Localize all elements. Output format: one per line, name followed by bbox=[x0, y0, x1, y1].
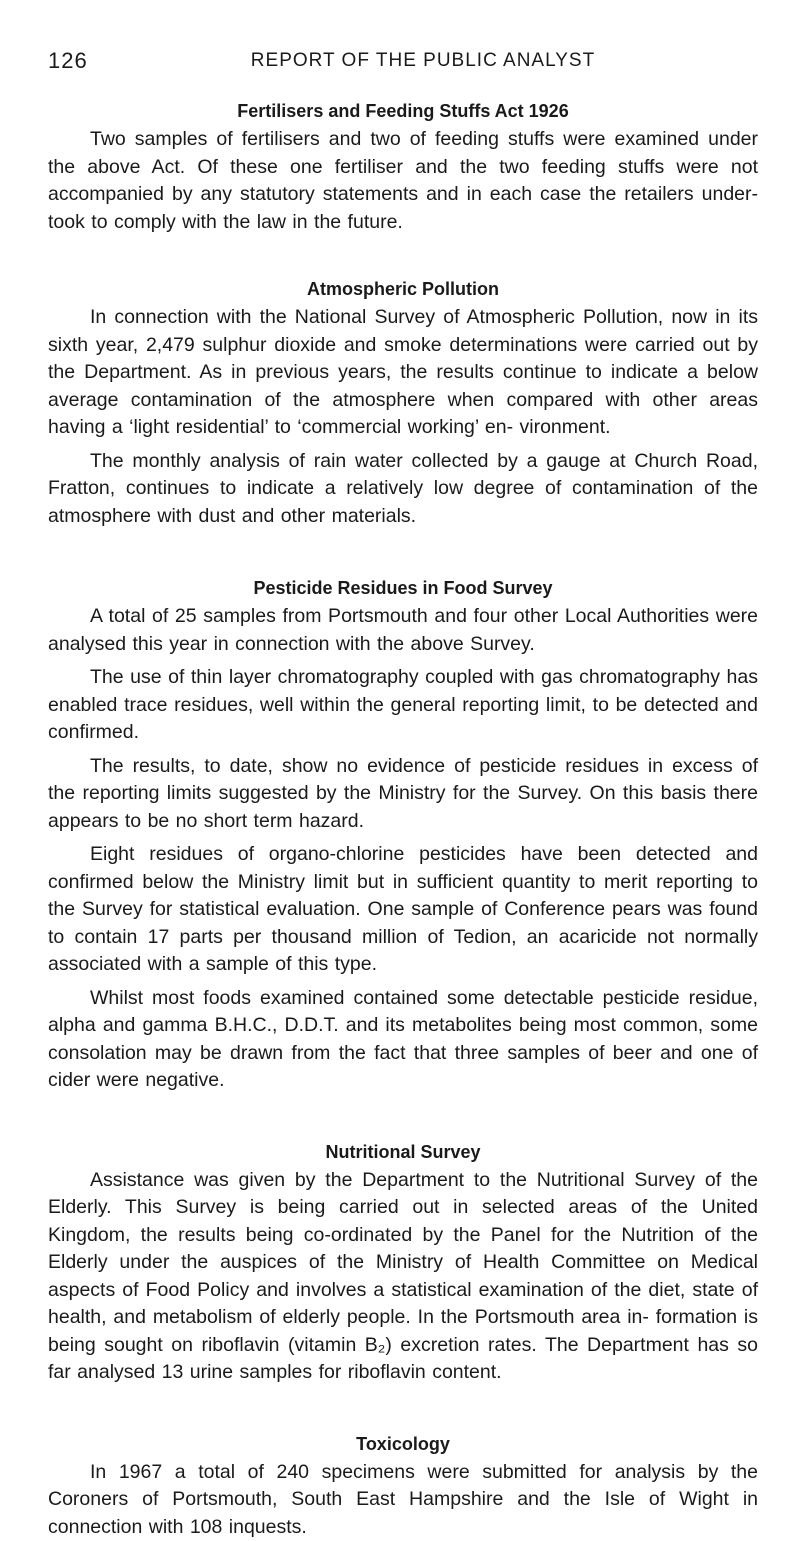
section-heading-toxicology: Toxicology bbox=[48, 1431, 758, 1457]
header-title: REPORT OF THE PUBLIC ANALYST bbox=[48, 46, 758, 76]
section-heading-pesticide-residues: Pesticide Residues in Food Survey bbox=[48, 575, 758, 601]
page-number: 126 bbox=[48, 46, 88, 76]
paragraph: The monthly analysis of rain water collected by a gauge at Church Road, Fratton, continues to indicate a relatively low degree of contamination of the atmosphere with dust and other materials. bbox=[48, 448, 758, 531]
section-heading-atmospheric-pollution: Atmospheric Pollution bbox=[48, 276, 758, 302]
section-heading-fertilisers: Fertilisers and Feeding Stuffs Act 1926 bbox=[48, 98, 758, 124]
running-header bbox=[48, 46, 758, 76]
paragraph: The results, to date, show no evidence of pesticide residues in excess of the reporting limits suggested by the Ministry for the Survey. On this basis there appears to be no short term hazard. bbox=[48, 753, 758, 836]
paragraph: A total of 25 samples from Portsmouth and four other Local Authorities were analysed this year in connection with the above Survey. bbox=[48, 603, 758, 658]
paragraph: Two samples of fertilisers and two of feeding stuffs were examined under the above Act. Of these one fertiliser and the two feeding stuffs were not accompanied by any statutory statements and in each case the retailers under- took to comply with the law in the future. bbox=[48, 126, 758, 236]
document-page bbox=[48, 46, 758, 1541]
paragraph: The use of thin layer chromatography coupled with gas chromatography has enabled trace residues, well within the general reporting limit, to be detected and confirmed. bbox=[48, 664, 758, 747]
paragraph: Eight residues of organo-chlorine pesticides have been detected and confirmed below the Ministry limit but in sufficient quantity to merit reporting to the Survey for statistical evaluation. One sample of Conference pears was found to contain 17 parts per thousand million of Tedion, an acaricide not normally associated with a sample of this type. bbox=[48, 841, 758, 979]
paragraph: Assistance was given by the Department to the Nutritional Survey of the Elderly. This Survey is being carried out in selected areas of the United Kingdom, the results being co-ordinated by the Panel for the Nutrition of the Elderly under the auspices of the Ministry of Health Committee on Medical aspects of Food Policy and involves a statistical examination of the diet, state of health, and metabolism of elderly people. In the Portsmouth area in- formation is being sought on riboflavin (vitamin B₂) excretion rates. The Department has so far analysed 13 urine samples for riboflavin content. bbox=[48, 1167, 758, 1387]
paragraph: In connection with the National Survey of Atmospheric Pollution, now in its sixth year, 2,479 sulphur dioxide and smoke determinations were carried out by the Department. As in previous years, the results continue to indicate a below average contamination of the atmosphere when compared with other areas having a ‘light residential’ to ‘commercial working’ en- vironment. bbox=[48, 304, 758, 442]
paragraph: In 1967 a total of 240 specimens were submitted for analysis by the Coroners of Portsmouth, South East Hampshire and the Isle of Wight in connection with 108 inquests. bbox=[48, 1459, 758, 1541]
paragraph: Whilst most foods examined contained some detectable pesticide residue, alpha and gamma B.H.C., D.D.T. and its metabolites being most common, some consolation may be drawn from the fact that three samples of beer and one of cider were negative. bbox=[48, 985, 758, 1095]
section-heading-nutritional-survey: Nutritional Survey bbox=[48, 1139, 758, 1165]
